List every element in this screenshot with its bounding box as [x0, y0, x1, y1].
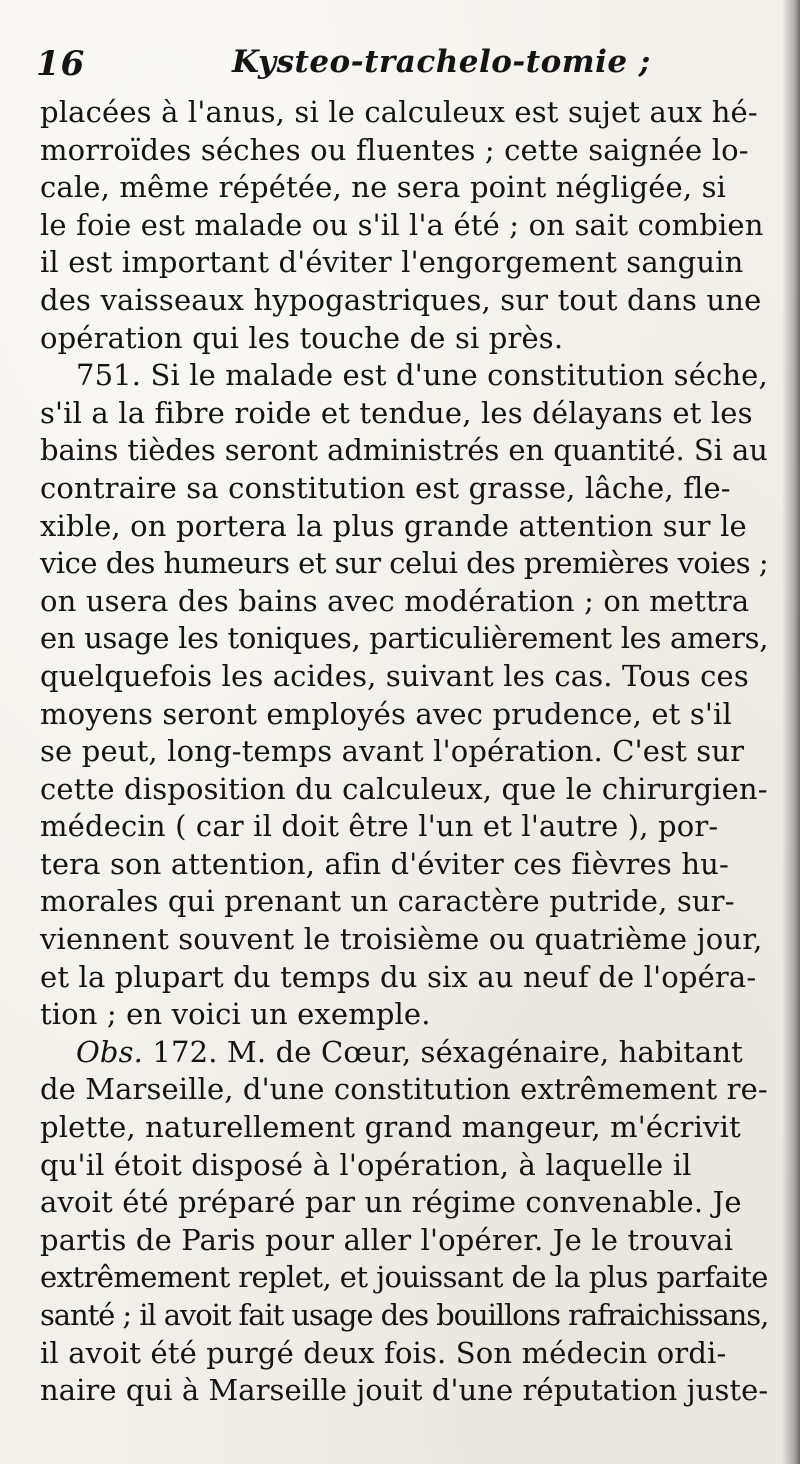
text-line: tion ; en voici un exemple. [40, 997, 431, 1032]
text-line: cette disposition du calculeux, que le chirurgien- [40, 771, 768, 806]
text-line: il est important d'éviter l'engorgement sanguin [40, 245, 744, 280]
text-line: il avoit été purgé deux fois. Son médecin ordi- [40, 1335, 727, 1370]
text-line: santé ; il avoit fait usage des bouillons rafraichissans, [40, 1298, 769, 1332]
text-line: des vaisseaux hypogastriques, sur tout dans une [40, 282, 762, 317]
text-line: naire qui à Marseille jouit d'une réputation juste- [40, 1373, 769, 1408]
text-line: et la plupart du temps du six au neuf de l'opéra- [40, 959, 757, 994]
text-line: médecin ( car il doit être l'un et l'autre ), por- [40, 809, 719, 844]
running-title: Kysteo-trachelo-tomie ; [232, 44, 651, 80]
observation-first-line [40, 1034, 770, 1072]
text-line: en usage les toniques, particulièrement les amers, [40, 621, 769, 656]
text-line: contraire sa constitution est grasse, lâche, fle- [40, 470, 731, 505]
text-line: moyens seront employés avec prudence, et s'il [40, 696, 732, 731]
body-text [40, 94, 770, 1410]
text-line: tera son attention, afin d'éviter ces fièvres hu- [40, 846, 729, 881]
text-line: bains tièdes seront administrés en quantité. Si au [40, 433, 768, 468]
text-line: le foie est malade ou s'il l'a été ; on sait combien [40, 207, 764, 242]
text-line: se peut, long-temps avant l'opération. C'est sur [40, 734, 745, 769]
text-line: avoit été préparé par un régime convenable. Je [40, 1185, 742, 1220]
text-line: cale, même répétée, ne sera point négligée, si [40, 170, 727, 205]
text-line: extrêmement replet, et jouissant de la plus parfaite [40, 1260, 768, 1295]
text-line: vice des humeurs et sur celui des premières voies ; [40, 546, 769, 581]
text-line: on usera des bains avec modération ; on mettra [40, 583, 750, 618]
text-line: quelquefois les acides, suivant les cas. Tous ces [40, 658, 749, 693]
page-edge-shadow [782, 0, 800, 1464]
text-line: placées à l'anus, si le calculeux est sujet aux hé- [40, 95, 758, 129]
text-line: partis de Paris pour aller l'opérer. Je le trouvai [40, 1222, 734, 1257]
page-header [36, 44, 651, 94]
observation-first-line-text: 172. M. de Cœur, séxagénaire, habitant [143, 1034, 743, 1069]
paragraph-751-first-line: 751. Si le malade est d'une constitution séche, [76, 358, 768, 393]
observation-label: Obs. [76, 1034, 144, 1069]
text-line: s'il a la fibre roide et tendue, les délayans et les [40, 395, 753, 430]
text-line: morroïdes séches ou fluentes ; cette saignée lo- [40, 132, 749, 167]
text-line: de Marseille, d'une constitution extrêmement re- [40, 1072, 768, 1107]
text-line: plette, naturellement grand mangeur, m'écrivit [40, 1110, 741, 1145]
text-line: qu'il étoit disposé à l'opération, à laquelle il [40, 1147, 692, 1182]
text-line: opération qui les touche de si près. [40, 320, 564, 355]
text-line: xible, on portera la plus grande attention sur le [40, 508, 747, 543]
page-number: 16 [36, 44, 86, 84]
text-line: viennent souvent le troisième ou quatrième jour, [40, 922, 763, 957]
text-line: morales qui prenant un caractère putride, sur- [40, 884, 735, 919]
